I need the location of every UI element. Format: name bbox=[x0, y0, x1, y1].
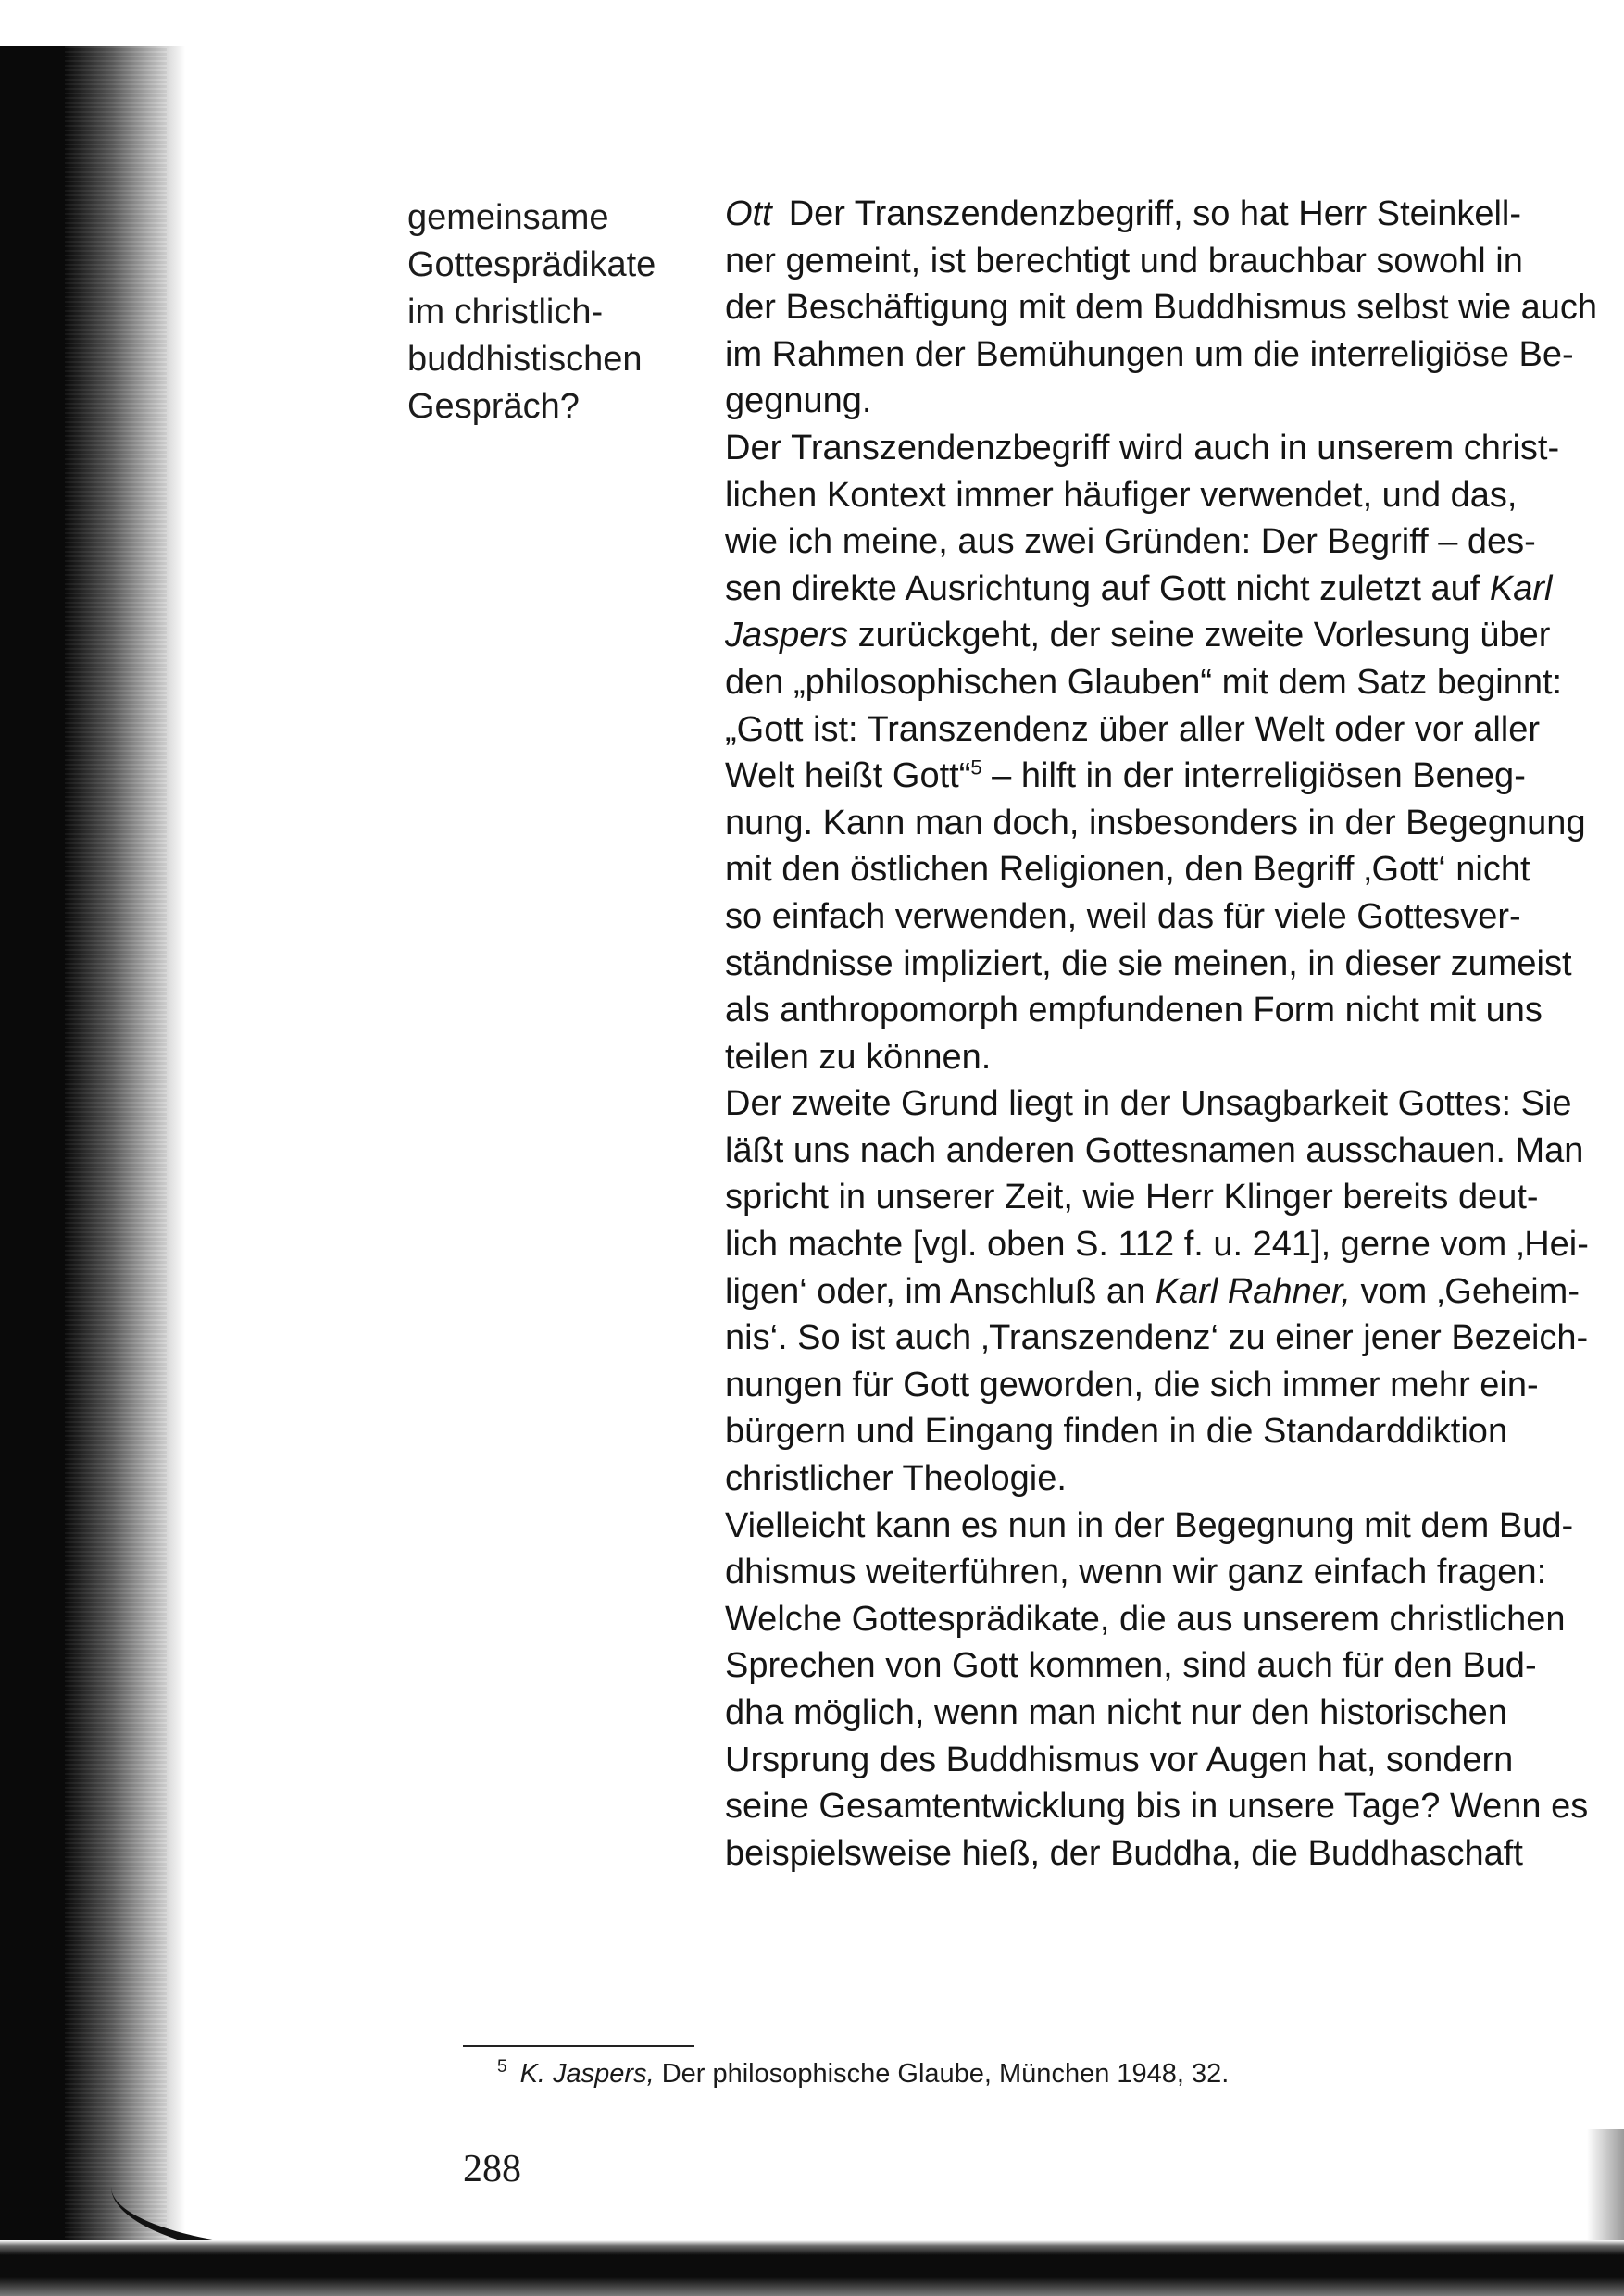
text-line: Vielleicht kann es nun in der Begegnung mit dem Bud- bbox=[725, 1505, 1574, 1545]
marginal-note-line: Gottesprädikate bbox=[407, 245, 656, 284]
text-line bbox=[725, 753, 1624, 800]
text-segment: vom ‚Geheim- bbox=[1350, 1271, 1580, 1311]
text-line bbox=[725, 191, 1624, 238]
speaker-name: Ott bbox=[725, 194, 772, 233]
text-line: dhismus weiterführen, wenn wir ganz einfach fragen: bbox=[725, 1553, 1547, 1592]
text-line: bürgern und Eingang finden in die Standarddiktion bbox=[725, 1412, 1508, 1452]
text-line: dha möglich, wenn man nicht nur den historischen bbox=[725, 1693, 1507, 1732]
text-segment: – hilft in der interreligiösen Beneg- bbox=[981, 756, 1526, 796]
text-line: teilen zu können. bbox=[725, 1037, 992, 1077]
text-line: läßt uns nach anderen Gottesnamen ausschauen. Man bbox=[725, 1130, 1584, 1170]
italic-name: Karl bbox=[1489, 568, 1553, 608]
text-line: so einfach verwenden, weil das für viele Gottesver- bbox=[725, 896, 1521, 936]
text-line: mit den östlichen Religionen, den Begriff ‚Gott‘ nicht bbox=[725, 850, 1530, 890]
text-line: nis‘. So ist auch ‚Transzendenz‘ zu einer jener Bezeich- bbox=[725, 1318, 1589, 1358]
text-line: der Beschäftigung mit dem Buddhismus selbst wie auch bbox=[725, 288, 1598, 328]
text-line: beispielsweise hieß, der Buddha, die Buddhaschaft bbox=[725, 1833, 1523, 1873]
text-line bbox=[725, 1268, 1624, 1316]
text-segment: ligen‘ oder, im Anschluß an bbox=[725, 1271, 1156, 1311]
text-line: als anthropomorph empfundenen Form nicht mit uns bbox=[725, 991, 1543, 1030]
right-edge-shadow bbox=[1587, 2129, 1624, 2240]
footnote-divider bbox=[463, 2045, 694, 2047]
text-line: spricht in unserer Zeit, wie Herr Klinger bereits deut- bbox=[725, 1178, 1539, 1217]
text-line: lich machte [vgl. oben S. 112 f. u. 241], gerne vom ‚Hei- bbox=[725, 1225, 1589, 1265]
text-line: Der Transzendenzbegriff wird auch in unserem christ- bbox=[725, 428, 1560, 468]
text-line bbox=[725, 612, 1624, 659]
text-line: nungen für Gott geworden, die sich immer mehr ein- bbox=[725, 1365, 1539, 1404]
marginal-note-line: im christlich- bbox=[407, 293, 604, 331]
text-segment: zurückgeht, der seine zweite Vorlesung über bbox=[848, 616, 1551, 655]
text-segment: Der Transzendenzbegriff, so hat Herr Steinkell- bbox=[788, 194, 1522, 233]
bottom-scan-shadow bbox=[0, 2240, 1624, 2296]
text-line: ständnisse impliziert, die sie meinen, in dieser zumeist bbox=[725, 943, 1572, 983]
text-line: seine Gesamtentwicklung bis in unsere Tage? Wenn es bbox=[725, 1787, 1589, 1827]
text-line: lichen Kontext immer häufiger verwendet, und das, bbox=[725, 475, 1518, 515]
body-text bbox=[725, 191, 1624, 1877]
text-line: ner gemeint, ist berechtigt und brauchbar sowohl in bbox=[725, 241, 1523, 281]
text-line: den „philosophischen Glauben“ mit dem Satz beginnt: bbox=[725, 662, 1563, 702]
text-line: „Gott ist: Transzendenz über aller Welt oder vor aller bbox=[725, 709, 1541, 749]
binding-shadow bbox=[0, 46, 185, 2250]
marginal-note-line: buddhistischen bbox=[407, 340, 643, 379]
italic-name: Jaspers bbox=[725, 616, 849, 655]
text-line: christlicher Theologie. bbox=[725, 1459, 1067, 1499]
text-line: wie ich meine, aus zwei Gründen: Der Begriff – des- bbox=[725, 522, 1536, 562]
text-segment: Welt heißt Gott“ bbox=[725, 756, 971, 796]
marginal-note bbox=[407, 194, 694, 430]
text-segment: sen direkte Ausrichtung auf Gott nicht zuletzt auf bbox=[725, 568, 1490, 608]
footnote-text: Der philosophische Glaube, München 1948, 32. bbox=[654, 2059, 1230, 2089]
marginal-note-line: Gespräch? bbox=[407, 387, 580, 426]
text-line: Ursprung des Buddhismus vor Augen hat, sondern bbox=[725, 1740, 1514, 1779]
footnote bbox=[497, 2055, 1516, 2092]
italic-name: Karl Rahner, bbox=[1155, 1271, 1351, 1311]
text-line: Der zweite Grund liegt in der Unsagbarkeit Gottes: Sie bbox=[725, 1084, 1572, 1124]
text-line: Welche Gottesprädikate, die aus unserem christlichen bbox=[725, 1599, 1566, 1639]
footnote-reference[interactable]: 5 bbox=[970, 755, 982, 780]
text-line: Sprechen von Gott kommen, sind auch für den Bud- bbox=[725, 1646, 1537, 1686]
marginal-note-line: gemeinsame bbox=[407, 198, 609, 237]
footnote-author: K. Jaspers, bbox=[519, 2059, 655, 2089]
text-line: im Rahmen der Bemühungen um die interreligiöse Be- bbox=[725, 334, 1574, 374]
text-line bbox=[725, 566, 1624, 613]
page-number: 288 bbox=[463, 2148, 521, 2190]
text-line: gegnung. bbox=[725, 381, 872, 421]
footnote-mark: 5 bbox=[497, 2057, 507, 2078]
text-line: nung. Kann man doch, insbesonders in der Begegnung bbox=[725, 803, 1586, 842]
